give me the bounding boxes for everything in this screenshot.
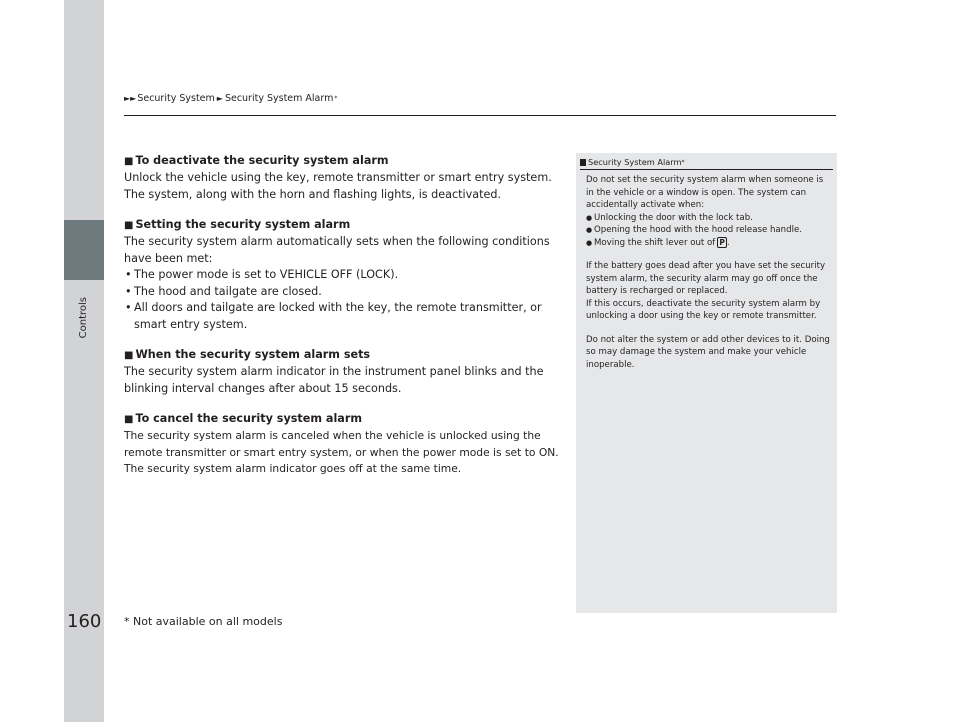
section-heading: [124, 347, 564, 364]
park-symbol-icon: P: [719, 237, 725, 247]
section-heading-text: When the security system alarm sets: [135, 348, 371, 361]
sidebar-asterisk: *: [681, 158, 685, 166]
sidebar-title: [580, 157, 833, 170]
list-item: ● Moving the shift lever out of P .: [586, 237, 832, 250]
list-item: • The hood and tailgate are closed.: [124, 284, 564, 301]
breadcrumb: [124, 93, 337, 104]
section-body: The security system alarm is canceled when the vehicle is unlocked using the remote transmitter or smart entry system, or when the power mode is set to ON. The security system alarm indicator goes off at the same time.: [124, 429, 559, 475]
section-sets: [124, 347, 564, 397]
square-bullet-icon: ■: [124, 220, 134, 231]
square-bullet-icon: ■: [124, 350, 134, 361]
section-heading-text: To deactivate the security system alarm: [135, 154, 389, 167]
section-heading: [124, 153, 564, 170]
section-body: The security system alarm automatically sets when the following conditions have been met:: [124, 235, 550, 265]
note-icon: [580, 159, 586, 166]
sidebar-text: If this occurs, deactivate the security system alarm by unlocking a door using the key or remote transmitter.: [586, 298, 821, 321]
main-content: [124, 153, 564, 492]
sidebar-intro: Do not set the security system alarm when someone is in the vehicle or a window is open. The system can accidentally activate when:: [586, 175, 824, 210]
section-body: Unlock the vehicle using the key, remote transmitter or smart entry system. The system, along with the horn and flashing lights, is deactivated.: [124, 171, 552, 201]
breadcrumb-item[interactable]: Security System Alarm: [224, 93, 334, 104]
sidebar-para: [586, 174, 832, 249]
section-heading-text: To cancel the security system alarm: [135, 412, 363, 425]
sidebar-para: [586, 334, 832, 372]
square-bullet-icon: ■: [124, 156, 134, 167]
side-tab-top: [64, 0, 104, 220]
condition-list: [124, 267, 564, 333]
section-heading: [124, 411, 564, 428]
list-item: ● Unlocking the door with the lock tab.: [586, 212, 832, 225]
side-tab-marker: [64, 220, 104, 280]
footnote: * Not available on all models: [124, 615, 283, 628]
sidebar-body: [586, 174, 832, 382]
header-rule: [124, 115, 836, 116]
page-number: 160: [67, 611, 102, 632]
side-tab-bottom: [64, 280, 104, 722]
list-item-text: Moving the shift lever out of: [594, 237, 716, 248]
square-bullet-icon: ■: [124, 414, 134, 425]
section-heading-text: Setting the security system alarm: [135, 218, 351, 231]
section-body: The security system alarm indicator in the instrument panel blinks and the blinking interval changes after about 15 seconds.: [124, 365, 544, 395]
breadcrumb-arrow-icon: ►►: [124, 94, 137, 103]
list-item: • The power mode is set to VEHICLE OFF (LOCK).: [124, 267, 564, 284]
section-heading: [124, 217, 564, 234]
section-cancel: [124, 411, 564, 478]
sidebar-title-text: Security System Alarm: [588, 157, 682, 167]
section-deactivate: [124, 153, 564, 203]
list-item: • All doors and tailgate are locked with the key, the remote transmitter, or smart entry system.: [124, 300, 564, 333]
side-tab-label: Controls: [78, 297, 89, 339]
sidebar-para: [586, 260, 832, 323]
breadcrumb-asterisk: *: [334, 95, 338, 102]
note-sidebar: [576, 153, 837, 613]
breadcrumb-arrow-icon: ►: [216, 94, 223, 103]
sidebar-list: [586, 212, 832, 250]
sidebar-text: Do not alter the system or add other devices to it. Doing so may damage the system and make your vehicle inoperable.: [586, 334, 830, 370]
breadcrumb-item[interactable]: Security System: [137, 93, 215, 104]
section-setting: [124, 217, 564, 333]
list-item: ● Opening the hood with the hood release handle.: [586, 224, 832, 237]
sidebar-text: If the battery goes dead after you have set the security system alarm, the security alarm may go off once the battery is recharged or replaced.: [586, 261, 826, 296]
